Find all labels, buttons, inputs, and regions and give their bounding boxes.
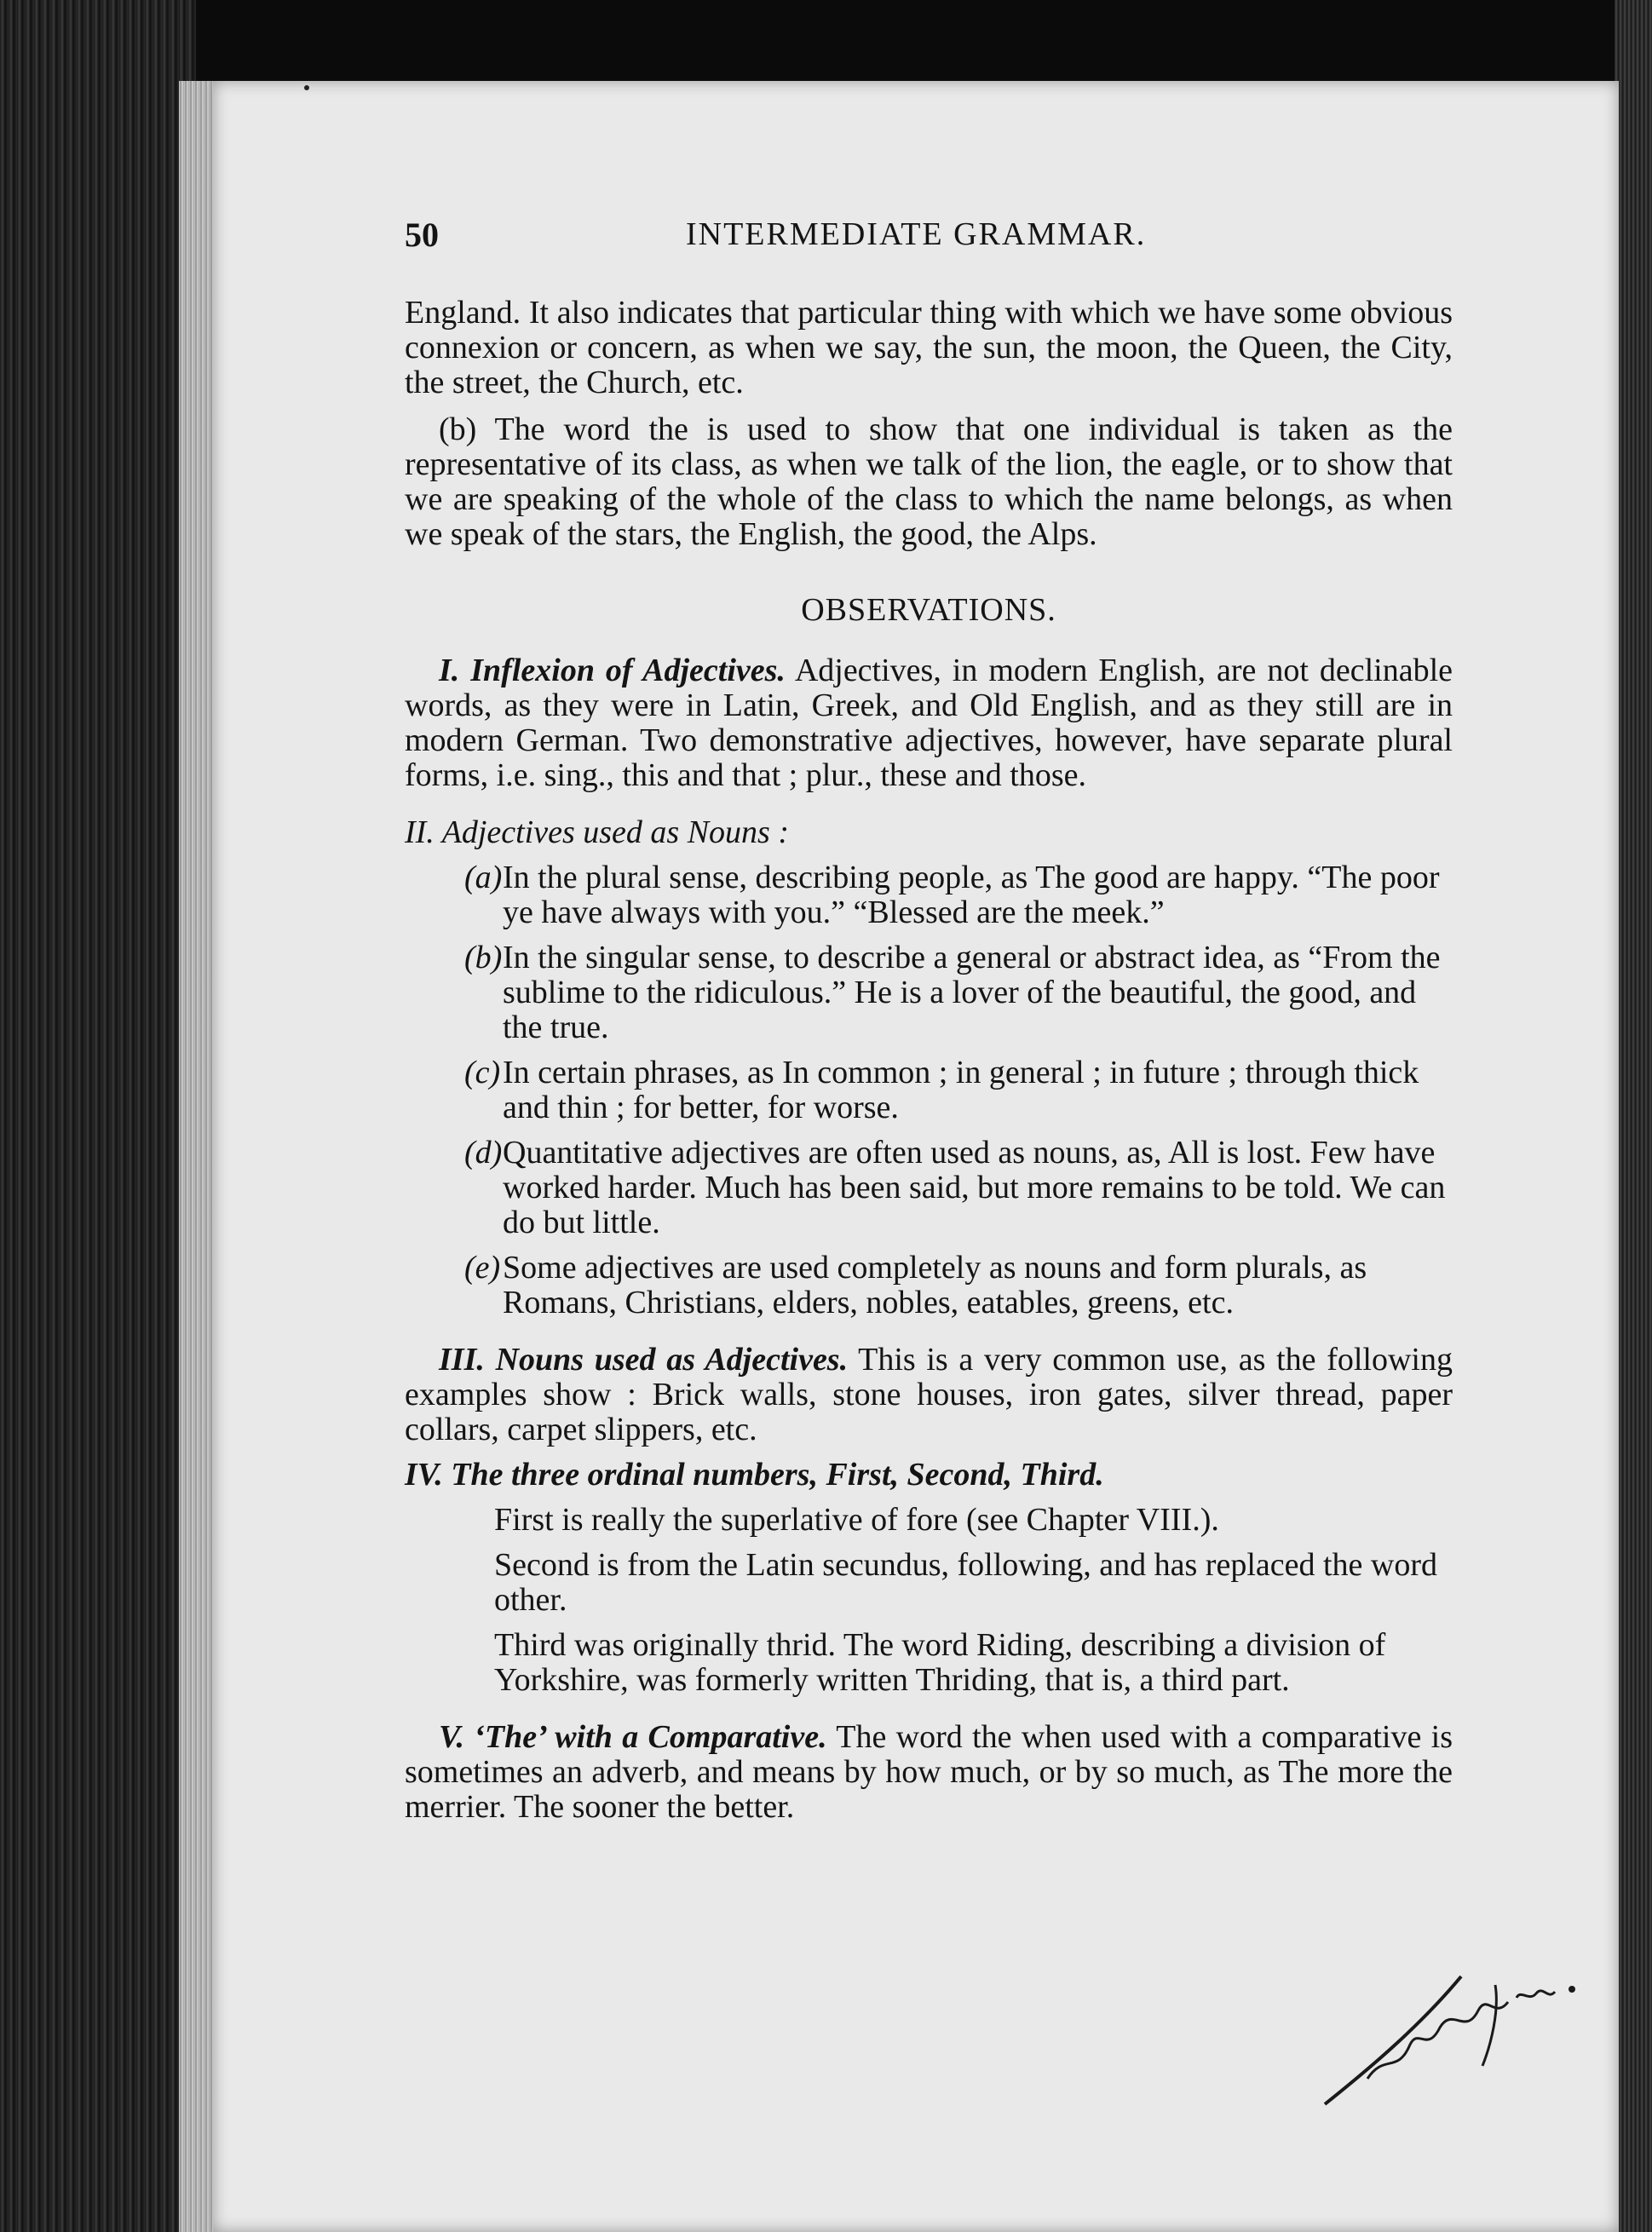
list-item xyxy=(405,1136,1453,1240)
scan-frame-top xyxy=(0,0,1652,68)
page-edges xyxy=(179,81,213,2232)
list-item xyxy=(405,1056,1453,1125)
observation-4-title-text: IV. The three ordinal numbers, First, Second, Third. xyxy=(405,1457,1104,1493)
observation-5-text: The word the when used with a comparative is sometimes an adverb, and means by how much, or by so much, as The more the merrier. The sooner the better. xyxy=(405,1719,1453,1825)
observation-5-title: V. ‘The’ with a Comparative. xyxy=(439,1719,827,1755)
page-number: 50 xyxy=(405,216,439,254)
item-text: Some adjectives are used completely as nouns and form plurals, as Romans, Christians, elders, nobles, eatables, greens, etc. xyxy=(503,1250,1367,1320)
item-text: In the plural sense, describing people, as The good are happy. “The poor ye have always with you.” “Blessed are the meek.” xyxy=(503,860,1440,930)
item-mark: (b) xyxy=(464,940,503,975)
item-text: In certain phrases, as In common ; in general ; in future ; through thick and thin ; for better, for worse. xyxy=(503,1055,1419,1125)
item-text: Quantitative adjectives are often used as nouns, as, All is lost. Few have worked harder. Much has been said, but more remains to be told. We can do but little. xyxy=(503,1135,1446,1240)
item-text: In the singular sense, to describe a general or abstract idea, as “From the sublime to the ridiculous.” He is a lover of the beautiful, the good, and the true. xyxy=(503,940,1441,1045)
item-mark: (a) xyxy=(464,860,503,895)
observation-2-title xyxy=(405,815,1453,850)
handwritten-signature xyxy=(1316,1925,1589,2121)
page-content xyxy=(405,217,1453,1835)
observation-1-title: I. Inflexion of Adjectives. xyxy=(439,653,786,688)
observation-3-text: This is a very common use, as the following examples show : Brick walls, stone houses, iron gates, silver thread, paper collars, carpet slippers, etc. xyxy=(405,1342,1453,1447)
item-mark: (d) xyxy=(464,1135,503,1171)
intro-paragraph: England. It also indicates that particular thing with which we have some obvious connexion or concern, as when we say, the sun, the moon, the Queen, the City, the street, the Church, etc. xyxy=(405,295,1453,400)
list-item xyxy=(405,860,1453,930)
ordinal-second: Second is from the Latin secundus, following, and has replaced the word other. xyxy=(494,1547,1437,1618)
observation-1 xyxy=(405,653,1453,793)
observation-4-title xyxy=(405,1458,1453,1493)
item-mark: (e) xyxy=(464,1250,501,1286)
observations-heading: OBSERVATIONS. xyxy=(801,592,1056,628)
observation-3-title: III. Nouns used as Adjectives. xyxy=(439,1342,849,1378)
ordinal-third: Third was originally thrid. The word Riding, describing a division of Yorkshire, was formerly written Thriding, that is, a third part. xyxy=(494,1627,1386,1698)
page-header xyxy=(405,217,1453,277)
ink-speck xyxy=(304,85,309,90)
observation-1-text: Adjectives, in modern English, are not declinable words, as they were in Latin, Greek, and Old English, and as they still are in modern German. Two demonstrative adjectives, however, have separate plural forms, i.e. sing., this and that ; plur., these and those. xyxy=(405,653,1453,793)
book-binding-right xyxy=(1615,0,1652,2232)
intro-paragraph-b: (b) The word the is used to show that one individual is taken as the representative of its class, as when we talk of the lion, the eagle, or to show that we are speaking of the whole of the class to which the name belongs, as when we speak of the stars, the English, the good, the Alps. xyxy=(405,411,1453,552)
ordinal-first: First is really the superlative of fore (see Chapter VIII.). xyxy=(494,1502,1219,1538)
list-item xyxy=(405,1251,1453,1320)
observation-2-title-text: II. Adjectives used as Nouns : xyxy=(405,814,789,850)
book-binding-left xyxy=(0,0,196,2232)
observation-3 xyxy=(405,1343,1453,1447)
list-item xyxy=(405,941,1453,1045)
running-title: INTERMEDIATE GRAMMAR. xyxy=(686,216,1147,252)
observation-5 xyxy=(405,1720,1453,1825)
item-mark: (c) xyxy=(464,1055,501,1090)
